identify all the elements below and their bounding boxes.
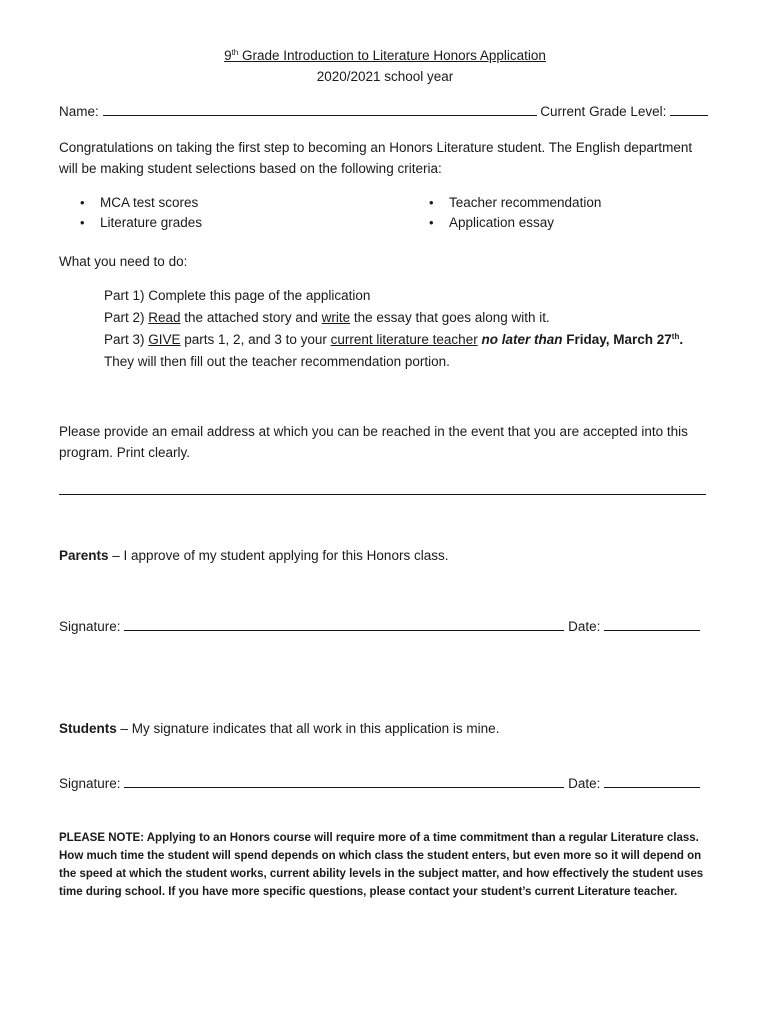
criteria-item: • Application essay (425, 213, 725, 233)
deadline-date-text: Friday, March 27 (562, 332, 672, 347)
intro-paragraph: Congratulations on taking the first step to becoming an Honors Literature student. The English department will be making student selections based on the following criteria: (59, 140, 693, 176)
student-signature-label: Signature: (59, 776, 121, 791)
part-2-prefix: Part 2) (104, 310, 149, 325)
criteria-item: • Literature grades (76, 213, 376, 233)
part-3-middle: parts 1, 2, and 3 to your (180, 332, 331, 347)
deadline-date-suffix: th (671, 332, 680, 341)
students-statement: – My signature indicates that all work in this application is mine. (116, 721, 500, 736)
grade-level-label: Current Grade Level: (540, 104, 667, 119)
deadline-period: . (679, 332, 684, 347)
part-2 (104, 307, 550, 329)
parents-approval (59, 548, 448, 563)
give-instruction: GIVE (148, 332, 181, 347)
criteria-list-left (76, 193, 376, 233)
grade-level-field[interactable] (670, 103, 708, 116)
please-note: PLEASE NOTE: Applying to an Honors course will require more of a time commitment than a regular Literature class. How much time the student will spend depends on which class the student enters, but even more so it will depend on the speed at which the student works, current ability levels in the subject matter, and how effectively the student uses time during school. If you have more specific questions, please contact your student’s current Literature teacher. (59, 832, 704, 898)
parent-date-label: Date: (568, 619, 601, 634)
parents-statement: – I approve of my student applying for this Honors class. (108, 548, 449, 563)
email-instructions: Please provide an email address at which you can be reached in the event that you are accepted into this program. Print clearly. (59, 424, 688, 460)
part-3 (104, 329, 683, 351)
document-title (0, 48, 770, 63)
students-label: Students (59, 721, 117, 736)
parent-signature-label: Signature: (59, 619, 121, 634)
parent-signature-row (59, 618, 700, 634)
deadline-phrase: no later than (481, 332, 563, 347)
email-field[interactable] (59, 494, 706, 495)
title-text: Grade Introduction to Literature Honors Application (238, 48, 546, 63)
read-instruction: Read (148, 310, 181, 325)
name-field[interactable] (103, 103, 537, 116)
student-date-field[interactable] (604, 775, 700, 788)
students-statement-row (59, 721, 499, 736)
criteria-item: • Teacher recommendation (425, 193, 725, 213)
instructions-heading: What you need to do: (59, 254, 188, 269)
part-3-followup: They will then fill out the teacher recommendation portion. (104, 354, 450, 369)
part-2-middle: the attached story and (180, 310, 322, 325)
write-instruction: write (321, 310, 351, 325)
student-signature-field[interactable] (124, 775, 564, 788)
parent-signature-field[interactable] (124, 618, 564, 631)
name-label: Name: (59, 104, 99, 119)
student-signature-row (59, 775, 700, 791)
part-3-prefix: Part 3) (104, 332, 149, 347)
current-teacher-text: current literature teacher (330, 332, 478, 347)
deadline-date (562, 332, 683, 347)
parents-label: Parents (59, 548, 109, 563)
part-2-suffix: the essay that goes along with it. (350, 310, 550, 325)
part-1: Part 1) Complete this page of the application (104, 288, 371, 303)
student-date-label: Date: (568, 776, 601, 791)
criteria-list-right (425, 193, 725, 233)
parent-date-field[interactable] (604, 618, 700, 631)
criteria-item: • MCA test scores (76, 193, 376, 213)
title-number: 9 (224, 48, 232, 63)
title-ordinal-suffix: th (231, 48, 239, 57)
school-year: 2020/2021 school year (316, 69, 454, 84)
name-row (59, 103, 708, 119)
